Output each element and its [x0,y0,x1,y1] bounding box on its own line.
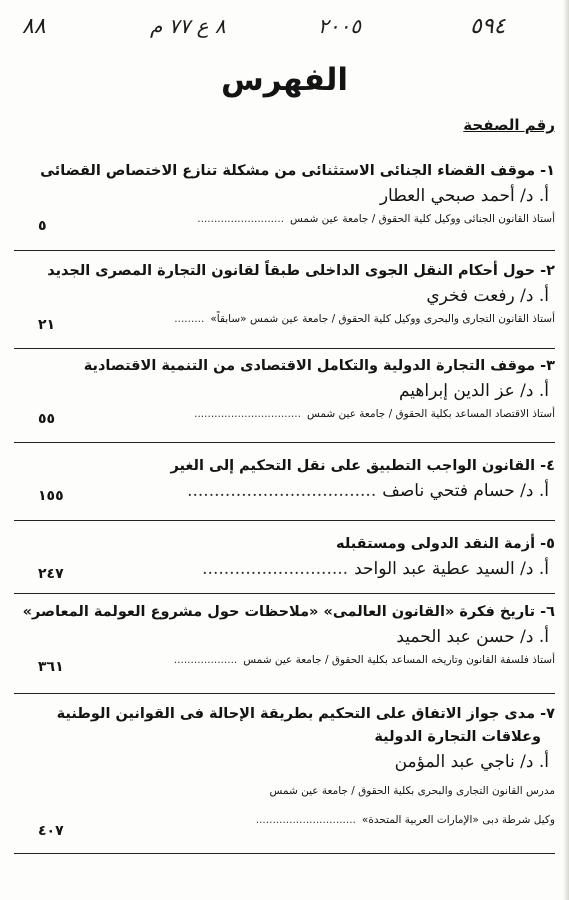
dot-leader: ................... [173,654,238,666]
entry-page-number-2: ٢١ [38,317,56,333]
entry-page-number-4: ١٥٥ [38,488,64,504]
entry-divider [14,520,555,521]
dot-leader: .......................... [197,213,285,225]
handwritten-note-left: ٨٨ [22,14,46,39]
entry-divider [14,853,555,854]
entry-author: أ. د/ أحمد صبحي العطار [379,186,549,206]
entry-divider [14,442,555,443]
entry-author: أ. د/ ناجي عبد المؤمن [394,752,549,772]
dot-leader: ................................ [194,408,301,420]
page-title: الفهرس [220,62,349,98]
entry-author: أ. د/ السيد عطية عبد الواحد........................... [202,559,549,579]
toc-entry-7 [14,703,555,830]
dot-leader: ......... [174,313,205,325]
toc-entry-4 [14,455,555,505]
handwritten-note-date: ٨ ع ٧٧ م [150,14,226,38]
toc-entry-5 [14,533,555,583]
dot-leader: ................................... [187,481,377,501]
entry-divider [14,348,555,349]
page-number-column-label: رقم الصفحة [463,116,555,134]
dot-leader: ........................... [202,559,349,579]
entry-affiliation: أستاذ القانون الجنائى ووكيل كلية الحقوق / جامعة عين شمس.......................... [197,213,555,225]
entry-author: أ. د/ رفعت فخري [426,286,549,306]
scan-edge-shadow [563,0,569,900]
entry-affiliation: مدرس القانون التجارى والبحرى بكلية الحقوق / جامعة عين شمس [269,785,555,797]
entry-page-number-6: ٣٦١ [38,659,64,675]
entry-title: ٢- حول أحكام النقل الجوى الداخلى طبقاً لقانون التجارة المصرى الجديد [47,263,555,279]
entry-title: ١- موقف القضاء الجنائى الاستثنائى من مشكلة تنازع الاختصاص القضائى [40,163,555,179]
entry-page-number-7: ٤٠٧ [38,823,64,839]
entry-author: أ. د/ حسن عبد الحميد [396,627,549,647]
handwritten-note-year: ٢٠٠٥ [318,14,361,38]
entry-divider [14,250,555,251]
entry-divider [14,693,555,694]
entry-affiliation-second: وكيل شرطة دبى «الإمارات العربية المتحدة».............................. [255,814,555,826]
toc-entry-2 [14,260,555,329]
entry-page-number-1: ٥ [38,218,47,234]
entry-title: ٤- القانون الواجب التطبيق على نقل التحكيم إلى الغير [170,458,555,474]
entry-title: ٣- موقف التجارة الدولية والتكامل الاقتصادى من التنمية الاقتصادية [83,358,555,374]
entry-affiliation: أستاذ الاقتصاد المساعد بكلية الحقوق / جامعة عين شمس................................ [194,408,555,420]
entry-page-number-5: ٢٤٧ [38,566,64,582]
entry-affiliation: أستاذ فلسفة القانون وتاريخه المساعد بكلية الحقوق / جامعة عين شمس................... [173,654,555,666]
entry-title: ٥- أزمة النقد الدولى ومستقبله [336,536,555,552]
entry-author: أ. د/ حسام فتحي ناصف................................... [187,481,549,501]
toc-entry-6 [14,601,555,670]
dot-leader: .............................. [255,814,356,826]
entry-title-continued: وعلاقات التجارة الدولية [374,729,541,745]
entry-page-number-3: ٥٥ [38,411,56,427]
toc-entry-1 [14,160,555,229]
handwritten-note-right: ٥٩٤ [470,14,506,39]
entry-author: أ. د/ عز الدين إبراهيم [398,381,549,401]
entry-divider [14,593,555,594]
entry-title: ٦- تاريخ فكرة «القانون العالمى» «ملاحظات حول مشروع العولمة المعاصر» [22,604,555,620]
toc-entry-3 [14,355,555,424]
entry-title: ٧- مدى جواز الاتفاق على التحكيم بطريقة الإحالة فى القوانين الوطنية [56,706,555,722]
entry-affiliation: أستاذ القانون التجارى والبحرى ووكيل كلية الحقوق / جامعة عين شمس «سابقاً»......... [174,313,555,325]
